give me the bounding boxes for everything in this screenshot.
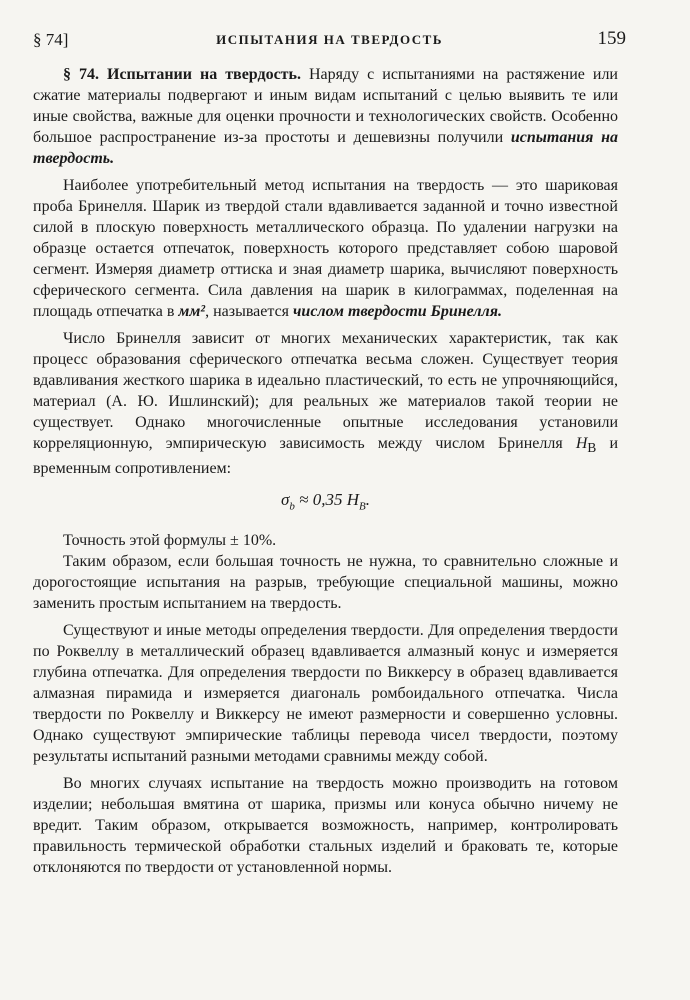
paragraph-text: , называется <box>205 303 294 320</box>
symbol-h-subscript: B <box>587 440 597 456</box>
formula-h: H <box>346 490 360 510</box>
paragraph-accuracy: Точность этой формулы ± 10%. <box>63 531 277 549</box>
paragraph-section-intro <box>33 64 618 169</box>
page-number: 159 <box>597 28 626 49</box>
formula-h-subscript: B <box>359 500 366 513</box>
paragraph-text: Наряду с испытаниями на растяжение или сжатие материалы подвергают и иным видам испытаний с целью выявить те или иные свойства, важные для оценки прочности и технологических свойств. Особенно большое распространение из-за простоты и дешевизны получили <box>33 66 618 146</box>
paragraph-text: и временным сопротивлением: <box>33 435 619 478</box>
formula <box>33 488 618 518</box>
formula-approx: ≈ 0,35 <box>294 490 347 510</box>
formula-sigma: σ <box>281 490 290 510</box>
paragraph-brinell-method <box>33 175 618 322</box>
paragraph-brinell-number <box>33 328 618 479</box>
formula-sigma-subscript: b <box>289 500 295 513</box>
paragraph-other-methods: Существуют и иные методы определения твердости. Для определения твердости по Роквеллу в металлический образец вдавливается алмазный конус и измеряется глубина отпечатка. Для определения твердости по Виккерсу в образец вдавливается алмазная пирамида и измеряется диагональ ромбоидального отпечатка. Числа твердости по Роквеллу и Виккерсу не имеют размерности и совершенно условны. Однако существуют эмпирические таблицы перевода чисел твердости, поэтому результаты испытаний разными методами сравнимы между собой. <box>33 621 618 765</box>
paragraph-conclusion: Таким образом, если большая точность не нужна, то сравнительно сложные и дорогостоящие испытания на разрыв, требующие специальной машины, можно заменить простым испытанием на твердость. <box>33 552 618 612</box>
paragraph-text: Наиболее употребительный метод испытания на твердость — это шариковая проба Бринелля. Шарик из твердой стали вдавливается заданной и точно известной силой в плоскую поверхность металлического образца. По удалении нагрузки на образце остается отпечаток, поверхность которого представляет собою шаровой сегмент. Измеряя диаметр оттиска и зная диаметр шарика, вычисляют поверхность сферического сегмента. Сила давления на шарик в килограммах, поделенная на площадь отпечатка в <box>33 177 618 320</box>
emphasis-term: числом твердости Бринелля. <box>293 303 502 320</box>
header-running-title: ИСПЫТАНИЯ НА ТВЕРДОСТЬ <box>216 32 443 47</box>
unit-mm2: мм² <box>178 303 206 320</box>
formula-end: . <box>365 490 370 510</box>
emphasis-term: испытания на твердость. <box>33 129 618 167</box>
symbol-h: H <box>575 435 588 452</box>
page-body <box>33 64 618 878</box>
page-header <box>33 28 626 52</box>
header-section-ref: § 74] <box>33 30 69 49</box>
paragraph-applications: Во многих случаях испытание на твердость можно производить на готовом изделии; небольшая вмятина от шарика, призмы или конуса обычно ничему не вредит. Таким образом, открывается возможность, например, контролировать правильность термической обработки стальных изделий и браковать те, которые отклоняются по твердости от установленной нормы. <box>33 774 618 876</box>
section-heading: § 74. Испытании на твердость. <box>63 66 301 83</box>
paragraph-text: Число Бринелля зависит от многих механических характеристик, так как процесс образования сферического отпечатка весьма сложен. Существует теория вдавливания жесткого шарика в идеально пластический, то есть не упрочняющийся, материал (А. Ю. Ишлинский); для реальных же материалов такой теории не существует. Однако многочисленные опытные исследования установили корреляционную, эмпирическую зависимость между числом Бринелля <box>33 330 618 452</box>
